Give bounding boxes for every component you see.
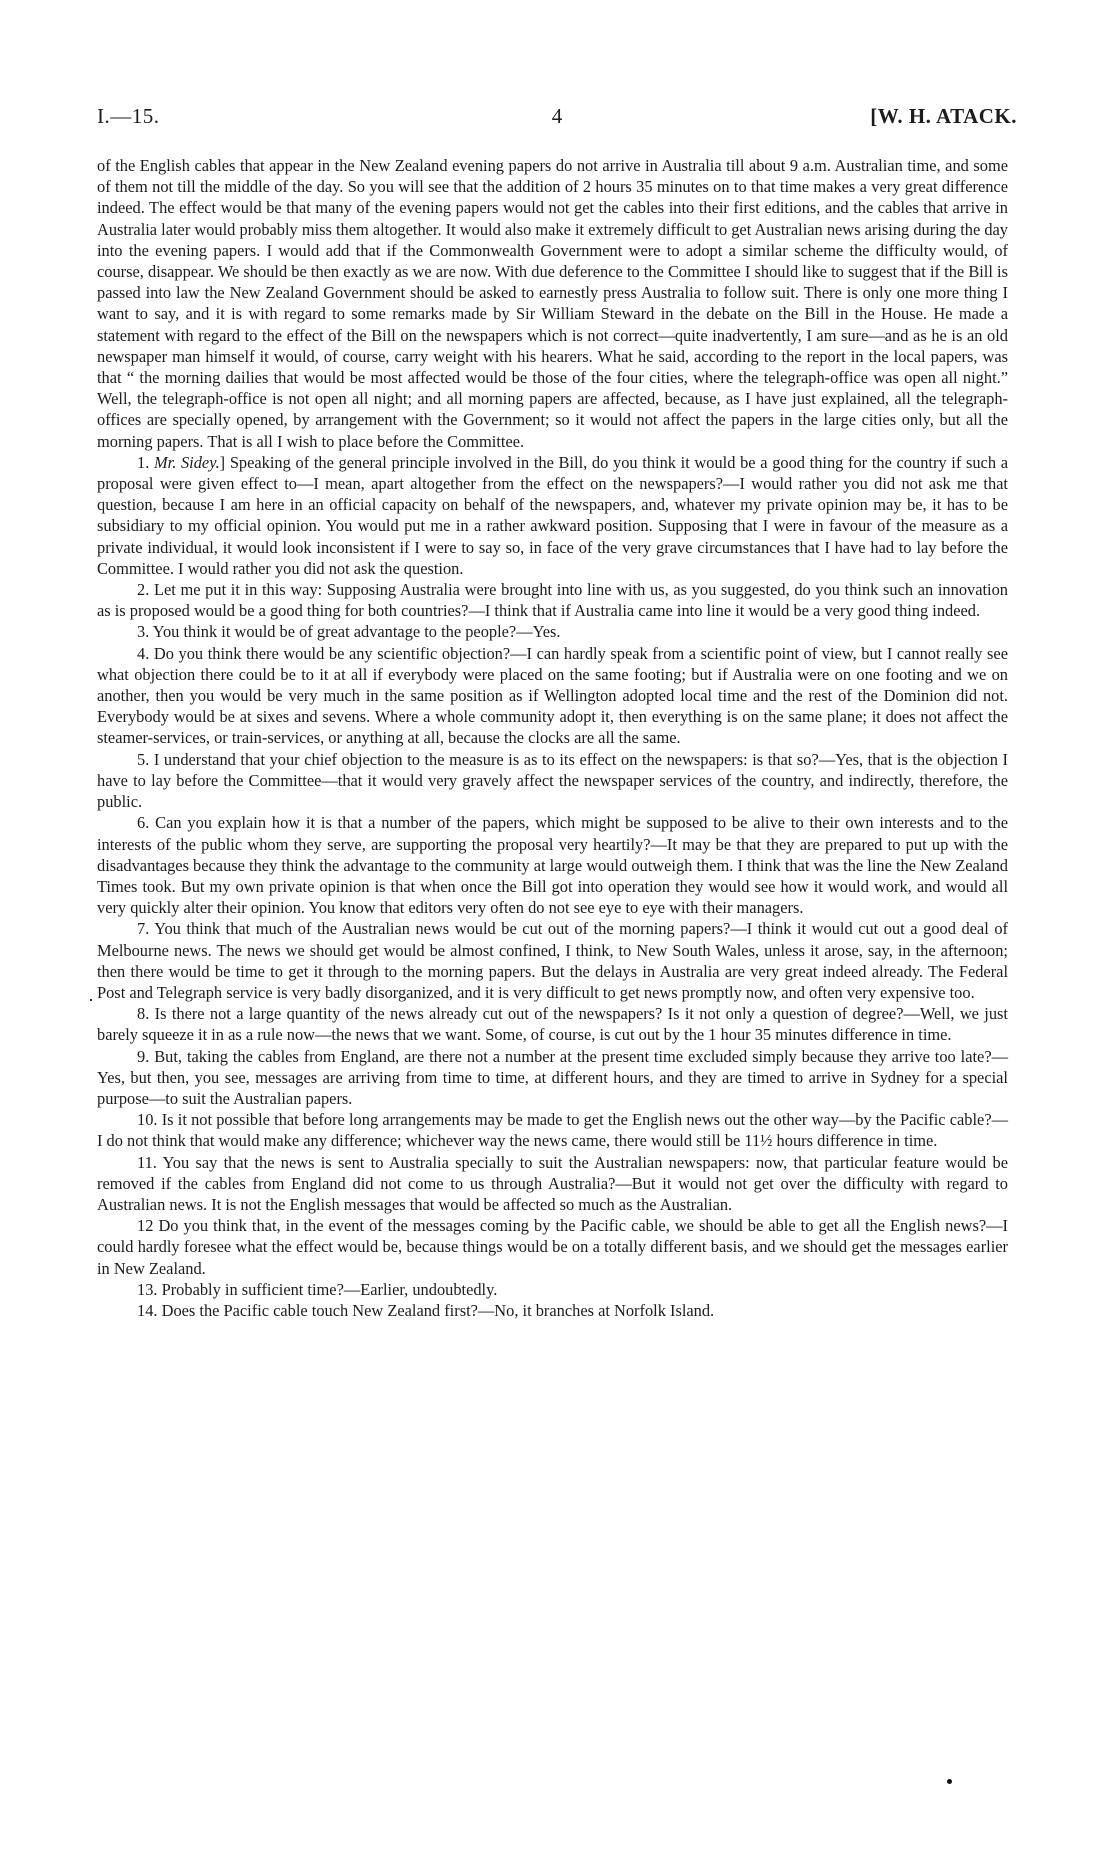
question-paragraph xyxy=(97,621,1008,642)
question-number: 7. xyxy=(137,919,150,939)
paragraph-text: Speaking of the general principle involved in the Bill, do you think it would be a good thing for the country if such a proposal were given effect to—I mean, apart altogether from the effect on the newspapers?—I would rather you did not ask me that question, because I am here in an official capacity on behalf of the newspapers, and, whatever my private opinion may be, it has to be subsidiary to my official opinion. You would put me in a rather awkward position. Supposing that I were in favour of the measure as a private individual, it would look inconsistent if I were to say so, in face of the very grave circumstances that I have had to lay before the Committee. I would rather you did not ask the question. xyxy=(97,452,1008,578)
question-paragraph xyxy=(97,1046,1008,1110)
paragraph-text: I understand that your chief objection to the measure is as to its effect on the newspapers: is that so?—Yes, that is the objection I have to lay before the Committee—that it would very gravely affect the newspaper services of the country, and indirectly, therefore, the public. xyxy=(97,749,1008,812)
question-number: 14. xyxy=(137,1300,158,1320)
question-number: 12 xyxy=(137,1216,154,1236)
question-number: 10. xyxy=(137,1110,158,1130)
question-paragraph xyxy=(97,643,1008,749)
question-paragraph: 1. Mr. Sidey.] Speaking of the general principle involved in the Bill, do you think it would be a good thing for the country if such a proposal were given effect to—I mean, apart altogether from the effect on the newspapers?—I would rather you did not ask me that question, because I am here in an official capacity on behalf of the newspapers, and, whatever my private opinion may be, it has to be subsidiary to my official opinion. You would put me in a rather awkward position. Supposing that I were in favour of the measure as a private individual, it would look inconsistent if I were to say so, in face of the very grave circumstances that I have had to lay before the Committee. I would rather you did not ask the question. xyxy=(97,452,1008,578)
question-number: 11. xyxy=(137,1152,157,1172)
question-paragraph xyxy=(97,749,1008,813)
paragraph-text: Probably in sufficient time?—Earlier, undoubtedly. xyxy=(161,1279,498,1299)
question-number: 3. xyxy=(137,622,150,642)
question-paragraph xyxy=(97,1109,1008,1151)
question-number: 5. xyxy=(137,749,150,769)
question-paragraph xyxy=(97,1003,1008,1045)
paragraph-text: Is there not a large quantity of the news already cut out of the newspapers? Is it not only a question of degree?—Well, we just barely squeeze it in as a rule now—the news that we want. Some, of course, is cut out by the 1 hour 35 minutes difference in time. xyxy=(97,1004,1008,1045)
witness-name: [W. H. ATACK. xyxy=(870,104,1017,128)
question-number: 4. xyxy=(137,643,150,663)
paragraph-text: Can you explain how it is that a number of the papers, which might be supposed to be alive to their own interests and to the interests of the public whom they serve, are supporting the proposal very heartily?—It may be that they are prepared to put up with the disadvantages because they think the advantage to the community at large would outweigh them. I think that was the line the New Zealand Times took. But my own private opinion is that when once the Bill got into operation they would see how it would work, and would all very quickly alter their opinion. You know that editors very often do not see eye to eye with their managers. xyxy=(97,813,1008,918)
paragraph-text: of the English cables that appear in the New Zealand evening papers do not arrive in Australia till about 9 a.m. Australian time, and some of them not till the middle of the day. So you will see that the addition of 2 hours 35 minutes on to that time makes a very great difference indeed. The effect would be that many of the evening papers would not get the cables into their first editions, and the cables that arrive in Australia later would probably miss them altogether. It would also make it extremely difficult to get Australian news arising during the day into the evening papers. I would add that if the Commonwealth Government were to adopt a similar scheme the difficulty would, of course, disappear. We should be then exactly as we are now. With due deference to the Committee I should like to suggest that if the Bill is passed into law the New Zealand Government should be asked to earnestly press Australia to follow suit. There is only one more thing I want to say, and it is with regard to some remarks made by Sir William Steward in the debate on the Bill in the House. He made a statement with regard to the effect of the Bill on the newspapers which is not correct—quite inadvertently, I am sure—and as he is an old newspaper man himself it would, of course, carry weight with his hearers. What he said, according to the report in the local papers, was that “ the morning dailies that would be most affected would be those of the four cities, where the telegraph-office was open all night.” Well, the telegraph-office is not open all night; and all morning papers are affected, because, as I have just explained, all the telegraph-offices are specially opened, by arrangement with the Government; so it would not affect the papers in the large cities only, but all the morning papers. That is all I wish to place before the Committee. xyxy=(97,156,1008,451)
question-paragraph xyxy=(97,1215,1008,1279)
page-header xyxy=(97,104,1017,134)
paragraph-text: You think that much of the Australian news would be cut out of the morning papers?—I think it would cut out a good deal of Melbourne news. The news we should get would be almost confined, I think, to New South Wales, unless it arose, say, in the afternoon; then there would be time to get it through to the morning papers. But the delays in Australia are very great indeed already. The Federal Post and Telegraph service is very badly disorganized, and it is very difficult to get news promptly now, and often very expensive too. xyxy=(97,919,1008,1002)
question-paragraph xyxy=(97,1152,1008,1216)
paragraph-text: Let me put it in this way: Supposing Australia were brought into line with us, as you suggested, do you think such an innovation as is proposed would be a good thing for both countries?—I think that if Australia came into line it would be a very good thing indeed. xyxy=(97,580,1008,621)
document-body xyxy=(97,155,1008,1321)
question-number: 8. xyxy=(137,1004,150,1024)
paragraph-text: Does the Pacific cable touch New Zealand first?—No, it branches at Norfolk Island. xyxy=(161,1300,715,1320)
paragraph-text: Do you think there would be any scientific objection?—I can hardly speak from a scientific point of view, but I cannot really see what objection there could be to it at all if everybody were placed on the same footing; but if Australia were on one footing and we on another, then you would be very much in the same position as if Wellington adopted local time and the rest of the Dominion did not. Everybody would be at sixes and sevens. Where a whole community adopt it, then everything is on the same plane; it does not affect the steamer-services, or train-services, or anything at all, because the clocks are all the same. xyxy=(97,643,1008,748)
question-paragraph xyxy=(97,918,1008,1003)
continued-paragraph xyxy=(97,155,1008,452)
paragraph-text: You think it would be of great advantage to the people?—Yes. xyxy=(152,622,561,642)
question-number: 6. xyxy=(137,813,150,833)
speaker-name: Mr. Sidey. xyxy=(153,452,220,472)
paper-reference: I.—15. xyxy=(97,104,160,128)
paragraph-text: You say that the news is sent to Australia specially to suit the Australian newspapers: now, that particular feature would be removed if the cables from England did not come to us through Australia?—But it would not get over the difficulty with regard to Australian news. It is not the English messages that would be affected so much as the Australian. xyxy=(97,1152,1008,1214)
paragraph-text: But, taking the cables from England, are there not a number at the present time excluded simply because they arrive too late?—Yes, but then, you see, messages are arriving from time to time, at different hours, and they are timed to arrive in Sydney for a special purpose—to suit the Australian papers. xyxy=(97,1046,1008,1108)
question-paragraph xyxy=(97,579,1008,621)
question-number: 9. xyxy=(137,1046,150,1066)
paragraph-text: Do you think that, in the event of the messages coming by the Pacific cable, we should be able to get all the English news?—I could hardly foresee what the effect would be, because things would be on a totally different basis, and we should get the messages earlier in New Zealand. xyxy=(97,1216,1008,1278)
page-number: 4 xyxy=(551,104,563,128)
question-number: 13. xyxy=(137,1279,158,1299)
question-paragraph xyxy=(97,1279,1008,1300)
question-number: 2. xyxy=(137,580,150,600)
margin-mark xyxy=(90,999,92,1001)
question-paragraph xyxy=(97,1300,1008,1321)
question-paragraph xyxy=(97,812,1008,918)
paragraph-text: Is it not possible that before long arrangements may be made to get the English news out the other way—by the Pacific cable?—I do not think that would make any difference; whichever way the news came, there would still be 11½ hours difference in time. xyxy=(97,1110,1008,1151)
ink-dot xyxy=(947,1779,952,1784)
question-number: 1. xyxy=(137,452,150,472)
